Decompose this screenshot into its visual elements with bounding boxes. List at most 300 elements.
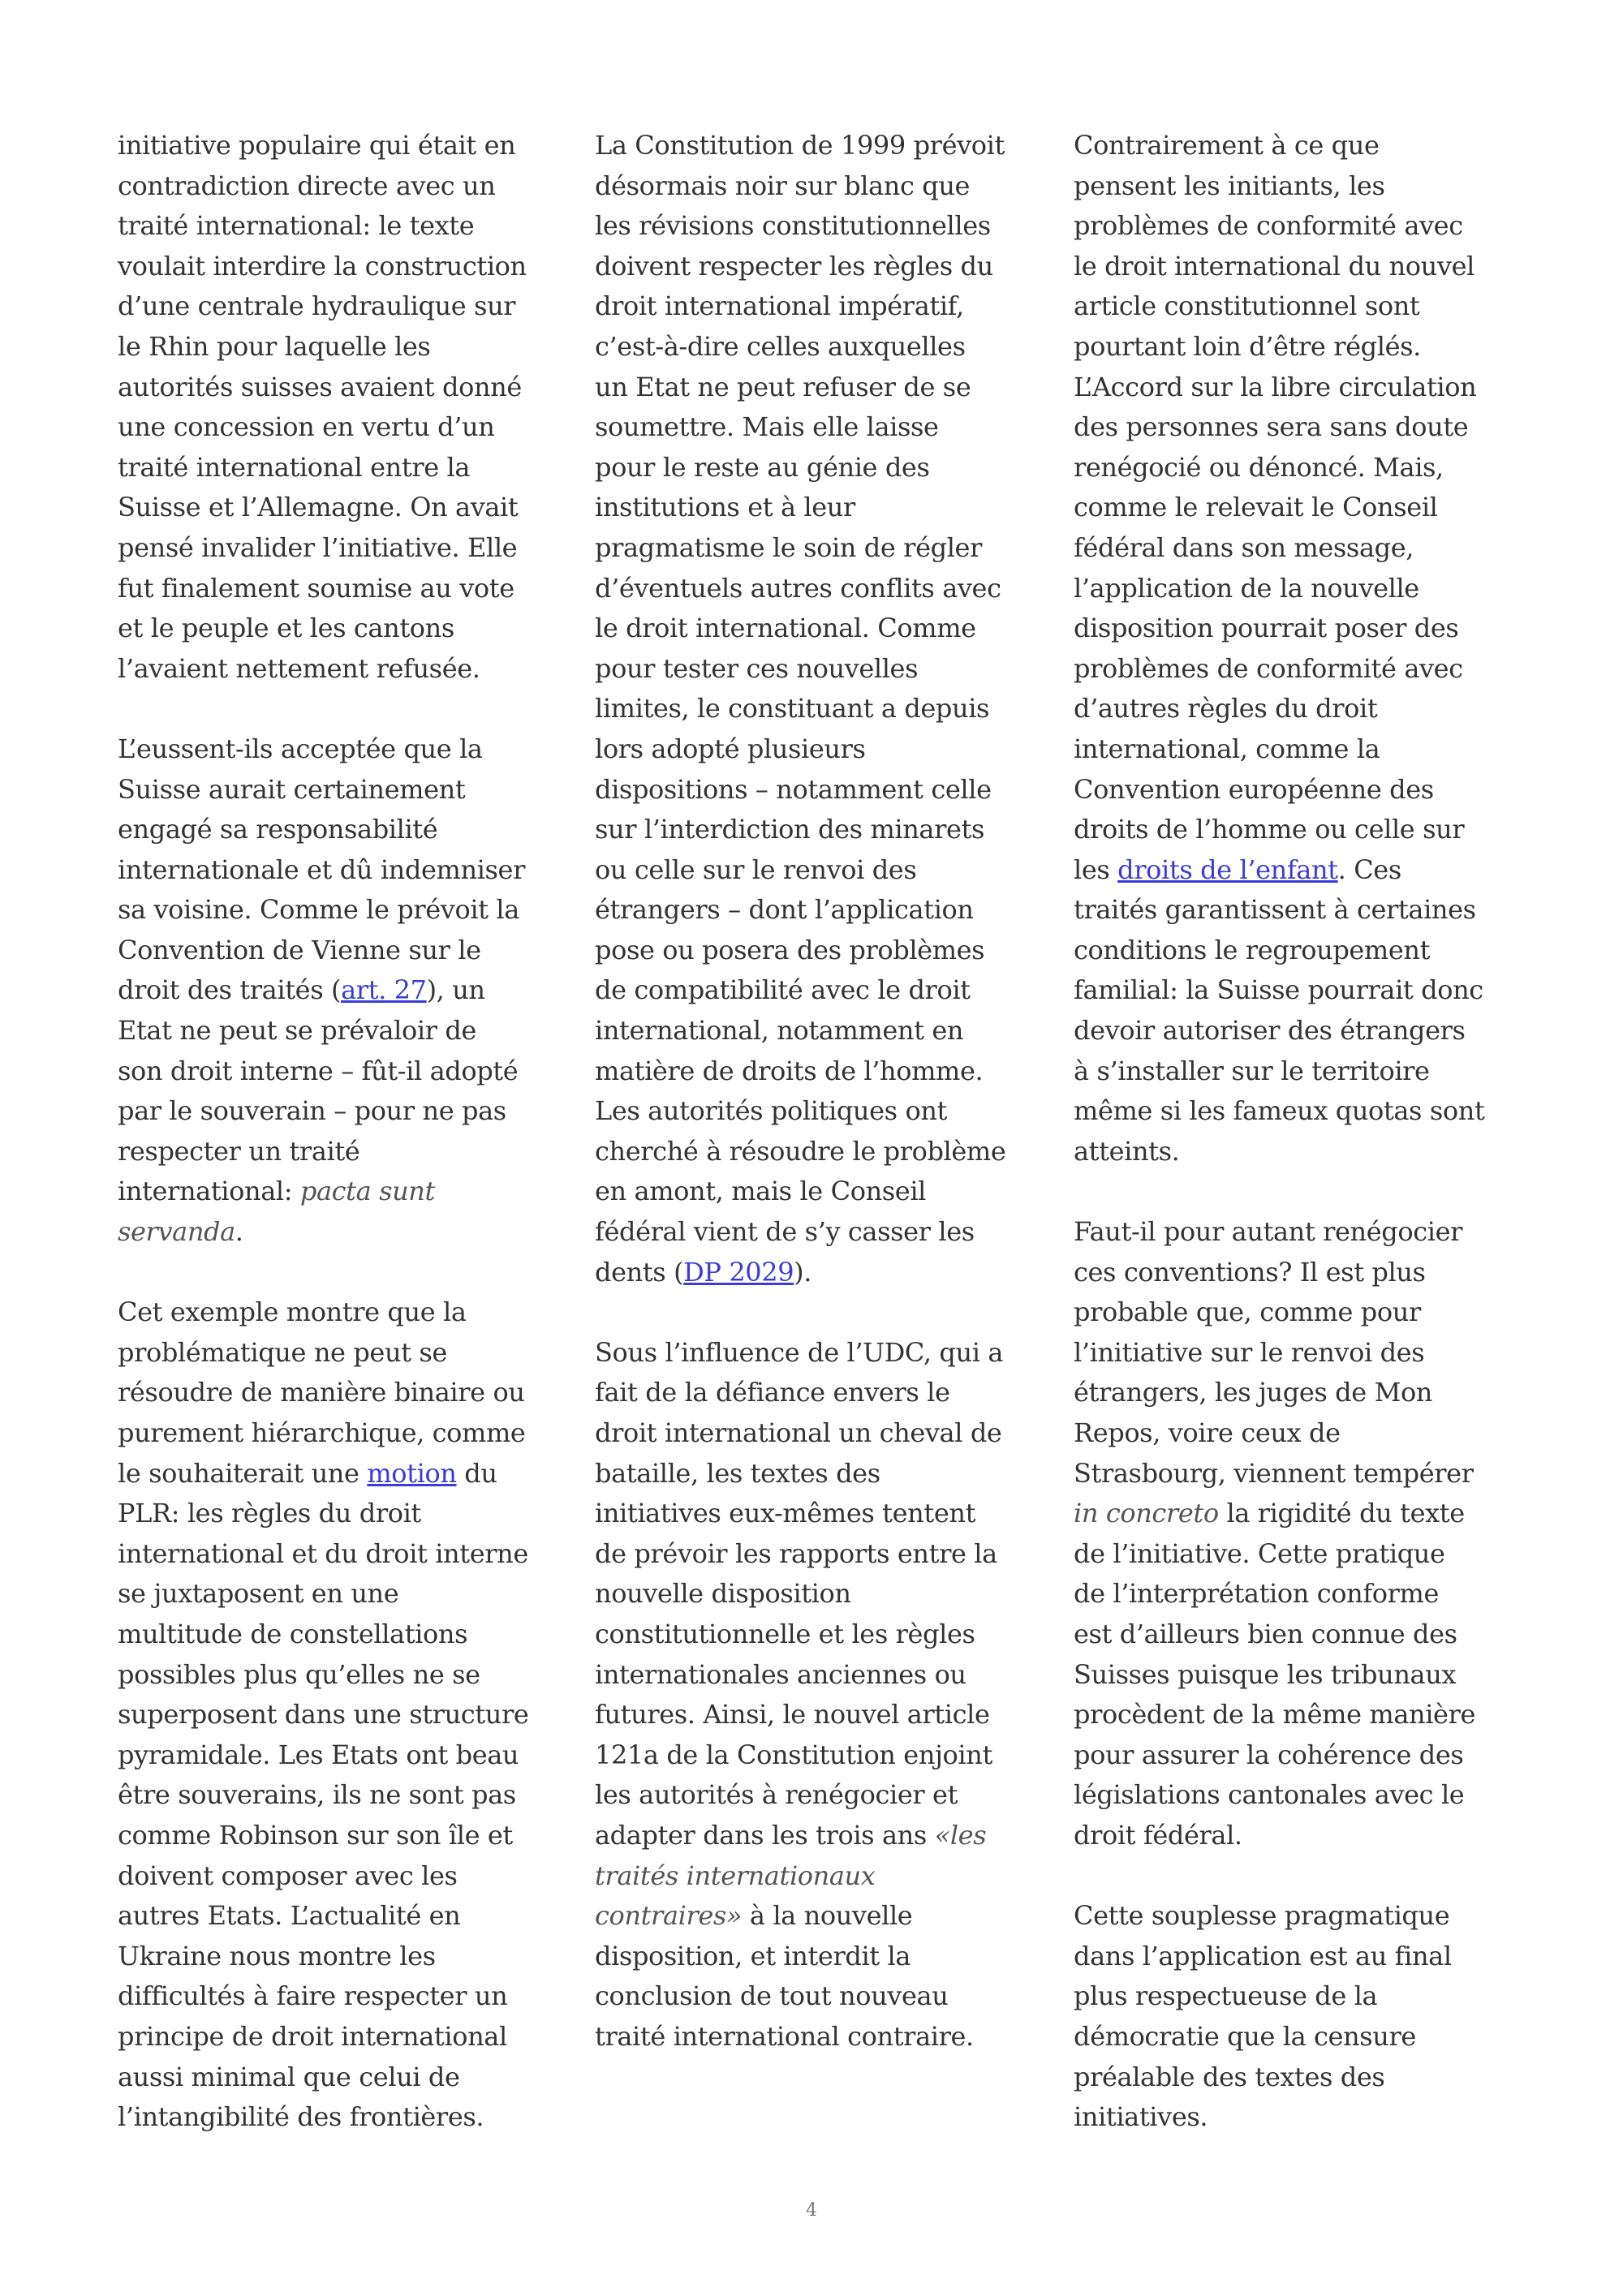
text-run: adapter dans les trois ans: [595, 1819, 935, 1851]
text-run: Ukraine nous montre les: [118, 1940, 436, 1971]
text-run: institutions et à leur: [595, 492, 855, 523]
text-run: probable que, comme pour: [1074, 1296, 1421, 1328]
text-line: [118, 1413, 572, 1454]
text-run: international, notamment en: [595, 1015, 964, 1047]
text-line: [118, 1091, 572, 1132]
text-run: doivent respecter les règles du: [595, 250, 993, 282]
text-run: étrangers, les juges de Mon: [1074, 1377, 1433, 1408]
text-line: [1074, 1615, 1528, 1655]
text-run: le Rhin pour laquelle les: [118, 330, 431, 362]
text-run: Convention de Vienne sur le: [118, 934, 481, 965]
text-line: [595, 890, 1049, 931]
text-line: [595, 1976, 1049, 2017]
text-line: [1074, 488, 1528, 528]
text-line: [595, 1413, 1049, 1454]
text-run: et le peuple et les cantons: [118, 613, 454, 644]
text-run: les autorités à renégocier et: [595, 1779, 958, 1811]
text-line: [118, 286, 572, 327]
text-run: internationale et dû indemniser: [118, 853, 525, 885]
text-run: PLR: les règles du droit: [118, 1498, 421, 1529]
text-run: un Etat ne peut refuser de se: [595, 371, 971, 402]
italic-text: traités internationaux: [595, 1860, 876, 1891]
text-run: sur l’interdiction des minarets: [595, 814, 985, 845]
text-run: initiatives.: [1074, 2101, 1208, 2133]
text-line: [118, 1574, 572, 1615]
text-run: à s’installer sur le territoire: [1074, 1055, 1430, 1086]
text-run: ).: [794, 1256, 812, 1288]
text-line: [1074, 1212, 1528, 1253]
text-run: droit international impératif,: [595, 290, 964, 322]
text-line: [1074, 206, 1528, 247]
text-line: [118, 1816, 572, 1856]
text-line: [1074, 1735, 1528, 1776]
text-line: [595, 247, 1049, 287]
text-run: disposition, et interdit la: [595, 1940, 911, 1971]
text-run: traité international contraire.: [595, 2020, 974, 2052]
text-run: aussi minimal que celui de: [118, 2061, 460, 2092]
text-run: purement hiérarchique, comme: [118, 1417, 526, 1448]
text-run: pour assurer la cohérence des: [1074, 1739, 1464, 1770]
text-line: [595, 608, 1049, 649]
text-line: [118, 1534, 572, 1575]
text-line: [118, 649, 572, 690]
text-line: [595, 1655, 1049, 1696]
text-run: initiative populaire qui était en: [118, 130, 516, 161]
text-run: les: [1074, 853, 1118, 885]
text-run: problèmes de conformité avec: [1074, 210, 1463, 242]
text-run: traité international: le texte: [118, 210, 475, 242]
text-run: .: [235, 1216, 243, 1248]
text-run: difficultés à faire respecter un: [118, 1980, 508, 2012]
text-run: Suisse aurait certainement: [118, 773, 466, 805]
text-line: [1074, 1775, 1528, 1816]
text-line: [1074, 1413, 1528, 1454]
text-line: [118, 1132, 572, 1172]
text-line: [1074, 1051, 1528, 1092]
text-run: initiatives eux-mêmes tentent: [595, 1498, 976, 1529]
text-line: [595, 689, 1049, 729]
text-run: comme le relevait le Conseil: [1074, 492, 1438, 523]
text-run: fut finalement soumise au vote: [118, 572, 514, 604]
text-line: [118, 1333, 572, 1374]
text-run: matière de droits de l’homme.: [595, 1055, 984, 1086]
text-line: [118, 569, 572, 609]
text-column-3: [1074, 126, 1528, 2178]
text-run: de l’initiative. Cette pratique: [1074, 1537, 1445, 1569]
text-run: Strasbourg, viennent tempérer: [1074, 1457, 1474, 1489]
text-run: préalable des textes des: [1074, 2061, 1385, 2092]
text-line: [1074, 931, 1528, 971]
text-run: Faut-il pour autant renégocier: [1074, 1216, 1463, 1248]
text-run: devoir autoriser des étrangers: [1074, 1015, 1466, 1047]
text-run: autres Etats. L’actualité en: [118, 1900, 461, 1932]
text-run: problèmes de conformité avec: [1074, 652, 1463, 684]
text-run: droit des traités (: [118, 974, 342, 1006]
text-run: d’une centrale hydraulique sur: [118, 290, 516, 322]
text-line: [1074, 2017, 1528, 2057]
text-line: [1074, 1896, 1528, 1937]
text-run: de prévoir les rapports entre la: [595, 1537, 997, 1569]
text-line: [595, 1896, 1049, 1937]
text-line: [118, 1615, 572, 1655]
text-run: ou celle sur le renvoi des: [595, 853, 917, 885]
text-run: contradiction directe avec un: [118, 170, 496, 201]
text-run: de l’interprétation conforme: [1074, 1578, 1440, 1610]
text-run: L’Accord sur la libre circulation: [1074, 371, 1477, 402]
text-line: [595, 931, 1049, 971]
paragraph: [595, 126, 1049, 1292]
text-line: [595, 1856, 1049, 1897]
text-run: ces conventions? Il est plus: [1074, 1256, 1426, 1288]
text-run: les révisions constitutionnelles: [595, 210, 991, 242]
text-line: [1074, 2057, 1528, 2098]
text-run: d’éventuels autres conflits avec: [595, 572, 1001, 604]
text-line: [595, 327, 1049, 368]
text-line: [1074, 448, 1528, 488]
text-line: [1074, 1132, 1528, 1172]
text-column-2: [595, 126, 1049, 2097]
text-run: le droit international du nouvel: [1074, 250, 1474, 282]
text-line: [1074, 528, 1528, 569]
text-line: [118, 931, 572, 971]
text-line: [1074, 1976, 1528, 2017]
text-line: [595, 1132, 1049, 1172]
text-run: Cet exemple montre que la: [118, 1296, 467, 1328]
hyperlink[interactable]: droits de l’enfant: [1117, 853, 1338, 885]
text-line: [595, 1937, 1049, 1977]
text-run: La Constitution de 1999 prévoit: [595, 130, 1005, 161]
text-run: l’initiative sur le renvoi des: [1074, 1336, 1425, 1368]
text-run: atteints.: [1074, 1135, 1180, 1167]
text-line: [595, 448, 1049, 488]
text-line: [118, 1735, 572, 1776]
text-line: [595, 1091, 1049, 1132]
text-line: [1074, 890, 1528, 931]
text-run: fait de la défiance envers le: [595, 1377, 950, 1408]
text-run: des personnes sera sans doute: [1074, 411, 1469, 443]
text-line: [118, 166, 572, 207]
text-line: [118, 488, 572, 528]
text-run: droit fédéral.: [1074, 1819, 1242, 1851]
text-run: se juxtaposent en une: [118, 1578, 399, 1610]
text-line: [595, 569, 1049, 609]
text-line: [595, 1695, 1049, 1735]
text-run: cherché à résoudre le problème: [595, 1135, 1006, 1167]
text-line: [1074, 1816, 1528, 1856]
text-run: pyramidale. Les Etats ont beau: [118, 1739, 519, 1770]
text-line: [118, 1937, 572, 1977]
text-run: pose ou posera des problèmes: [595, 934, 985, 965]
text-line: [118, 1011, 572, 1051]
text-run: international:: [118, 1176, 300, 1207]
text-line: [1074, 1574, 1528, 1615]
text-line: [595, 1212, 1049, 1253]
paragraph: [1074, 1896, 1528, 2138]
text-run: dents (: [595, 1256, 684, 1288]
text-line: [118, 850, 572, 891]
text-run: familial: la Suisse pourrait donc: [1074, 974, 1483, 1006]
text-line: [595, 1494, 1049, 1534]
text-line: [1074, 1292, 1528, 1333]
text-line: [118, 770, 572, 810]
text-run: pour tester ces nouvelles: [595, 652, 919, 684]
text-line: [1074, 810, 1528, 850]
text-line: [595, 368, 1049, 408]
text-line: [118, 1775, 572, 1816]
text-line: [595, 1775, 1049, 1816]
text-run: limites, le constituant a depuis: [595, 693, 990, 724]
text-run: son droit interne – fût-il adopté: [118, 1055, 519, 1086]
text-line: [595, 206, 1049, 247]
text-run: Etat ne peut se prévaloir de: [118, 1015, 476, 1047]
text-run: procèdent de la même manière: [1074, 1699, 1476, 1731]
text-line: [1074, 247, 1528, 287]
text-run: pourtant loin d’être réglés.: [1074, 330, 1421, 362]
text-run: lors adopté plusieurs: [595, 733, 866, 764]
text-run: pragmatisme le soin de régler: [595, 531, 982, 563]
text-run: problématique ne peut se: [118, 1336, 447, 1368]
text-run: 121a de la Constitution enjoint: [595, 1739, 992, 1770]
text-line: [118, 1292, 572, 1333]
text-run: dispositions – notamment celle: [595, 773, 992, 805]
text-line: [595, 126, 1049, 166]
text-run: engagé sa responsabilité: [118, 814, 438, 845]
text-line: [595, 1253, 1049, 1293]
text-line: [1074, 1454, 1528, 1494]
text-line: [595, 770, 1049, 810]
hyperlink[interactable]: art. 27: [341, 974, 427, 1006]
text-run: même si les fameux quotas sont: [1074, 1095, 1485, 1127]
text-line: [1074, 1534, 1528, 1575]
text-line: [595, 1172, 1049, 1212]
hyperlink[interactable]: motion: [367, 1457, 457, 1489]
text-run: international et du droit interne: [118, 1537, 528, 1569]
text-run: d’autres règles du droit: [1074, 693, 1378, 724]
text-run: Repos, voire ceux de: [1074, 1417, 1341, 1448]
text-line: [118, 729, 572, 770]
text-run: article constitutionnel sont: [1074, 290, 1420, 322]
text-run: démocratie que la censure: [1074, 2020, 1416, 2052]
hyperlink[interactable]: DP 2029: [683, 1256, 794, 1288]
text-line: [595, 488, 1049, 528]
text-run: c’est-à-dire celles auxquelles: [595, 330, 966, 362]
text-run: pensé invalider l’initiative. Elle: [118, 531, 518, 563]
text-run: Suisse et l’Allemagne. On avait: [118, 492, 519, 523]
text-run: constitutionnelle et les règles: [595, 1618, 975, 1649]
text-run: le souhaiterait une: [118, 1457, 368, 1489]
text-line: [118, 2097, 572, 2138]
text-line: [118, 1856, 572, 1897]
text-run: futures. Ainsi, le nouvel article: [595, 1699, 990, 1731]
text-run: bataille, les textes des: [595, 1457, 880, 1489]
text-run: l’avaient nettement refusée.: [118, 652, 480, 684]
text-line: [118, 1212, 572, 1253]
text-line: [595, 1534, 1049, 1575]
text-run: législations cantonales avec le: [1074, 1779, 1465, 1811]
text-line: [118, 1373, 572, 1413]
text-line: [118, 1454, 572, 1494]
text-run: étrangers – dont l’application: [595, 894, 974, 926]
text-run: Les autorités politiques ont: [595, 1095, 947, 1127]
text-line: [118, 608, 572, 649]
text-run: superposent dans une structure: [118, 1699, 529, 1731]
text-line: [118, 970, 572, 1011]
text-run: possibles plus qu’elles ne se: [118, 1658, 480, 1690]
text-line: [595, 1011, 1049, 1051]
text-run: plus respectueuse de la: [1074, 1980, 1378, 2012]
text-line: [118, 247, 572, 287]
italic-text: in concreto: [1074, 1498, 1219, 1529]
text-line: [595, 970, 1049, 1011]
text-line: [595, 1373, 1049, 1413]
text-line: [595, 286, 1049, 327]
text-line: [118, 2057, 572, 2098]
text-line: [118, 528, 572, 569]
text-line: [595, 649, 1049, 690]
paragraph: [118, 729, 572, 1253]
text-line: [595, 2017, 1049, 2057]
text-run: pour le reste au génie des: [595, 451, 930, 483]
text-run: internationales anciennes ou: [595, 1658, 966, 1690]
text-line: [1074, 166, 1528, 207]
text-run: par le souverain – pour ne pas: [118, 1095, 506, 1127]
text-run: L’eussent-ils acceptée que la: [118, 733, 483, 764]
text-run: traités garantissent à certaines: [1074, 894, 1476, 926]
text-line: [1074, 649, 1528, 690]
text-line: [1074, 126, 1528, 166]
text-line: [1074, 2097, 1528, 2138]
text-run: l’intangibilité des frontières.: [118, 2101, 484, 2133]
text-run: nouvelle disposition: [595, 1578, 851, 1610]
text-line: [118, 1172, 572, 1212]
text-run: soumettre. Mais elle laisse: [595, 411, 939, 443]
text-line: [595, 810, 1049, 850]
text-line: [118, 810, 572, 850]
text-line: [595, 850, 1049, 891]
text-run: à la nouvelle: [742, 1900, 913, 1932]
text-line: [1074, 1333, 1528, 1374]
text-run: comme Robinson sur son île et: [118, 1819, 513, 1851]
text-run: renégocié ou dénoncé. Mais,: [1074, 451, 1444, 483]
text-run: est d’ailleurs bien connue des: [1074, 1618, 1457, 1649]
text-line: [595, 166, 1049, 207]
text-run: international, comme la: [1074, 733, 1380, 764]
text-line: [1074, 1655, 1528, 1696]
paragraph: [1074, 1212, 1528, 1856]
italic-text: «les: [934, 1819, 987, 1851]
text-line: [118, 1655, 572, 1696]
text-run: fédéral dans son message,: [1074, 531, 1414, 563]
paragraph: [118, 126, 572, 689]
text-run: voulait interdire la construction: [118, 250, 527, 282]
text-run: respecter un traité: [118, 1135, 360, 1167]
text-line: [118, 1976, 572, 2017]
text-run: résoudre de manière binaire ou: [118, 1377, 525, 1408]
italic-text: pacta sunt: [299, 1176, 435, 1207]
text-line: [118, 890, 572, 931]
text-line: [1074, 689, 1528, 729]
text-line: [118, 407, 572, 448]
text-line: [595, 1615, 1049, 1655]
text-run: pensent les initiants, les: [1074, 170, 1385, 201]
text-run: désormais noir sur blanc que: [595, 170, 971, 201]
text-line: [1074, 368, 1528, 408]
text-line: [1074, 1937, 1528, 1977]
text-line: [595, 1816, 1049, 1856]
text-line: [118, 1695, 572, 1735]
text-run: doivent composer avec les: [118, 1860, 458, 1891]
text-run: du: [456, 1457, 497, 1489]
text-line: [118, 1896, 572, 1937]
text-run: l’application de la nouvelle: [1074, 572, 1419, 604]
text-line: [1074, 770, 1528, 810]
text-run: conditions le regroupement: [1074, 934, 1431, 965]
paragraph: [1074, 126, 1528, 1172]
text-run: ), un: [426, 974, 485, 1006]
text-run: la rigidité du texte: [1218, 1498, 1465, 1529]
text-line: [1074, 327, 1528, 368]
text-line: [595, 407, 1049, 448]
text-line: [118, 1494, 572, 1534]
text-line: [118, 2017, 572, 2057]
text-run: Contrairement à ce que: [1074, 130, 1380, 161]
text-run: une concession en vertu d’un: [118, 411, 495, 443]
text-line: [595, 1051, 1049, 1092]
paragraph: [118, 1292, 572, 2137]
text-line: [595, 729, 1049, 770]
text-run: disposition pourrait poser des: [1074, 613, 1459, 644]
text-run: Suisses puisque les tribunaux: [1074, 1658, 1457, 1690]
text-line: [1074, 1091, 1528, 1132]
italic-text: contraires»: [595, 1900, 743, 1932]
text-line: [118, 368, 572, 408]
text-run: . Ces: [1337, 853, 1401, 885]
text-line: [1074, 1695, 1528, 1735]
text-run: dans l’application est au final: [1074, 1940, 1452, 1971]
text-run: être souverains, ils ne sont pas: [118, 1779, 516, 1811]
text-run: de compatibilité avec le droit: [595, 974, 971, 1006]
text-run: autorités suisses avaient donné: [118, 371, 522, 402]
page-number: 4: [806, 2200, 817, 2221]
text-line: [595, 1333, 1049, 1374]
text-column-1: [118, 126, 572, 2178]
text-run: droits de l’homme ou celle sur: [1074, 814, 1465, 845]
text-run: fédéral vient de s’y casser les: [595, 1216, 975, 1248]
italic-text: servanda: [118, 1216, 235, 1248]
paragraph: [595, 1333, 1049, 2057]
text-run: Sous l’influence de l’UDC, qui a: [595, 1336, 1003, 1368]
text-line: [118, 1051, 572, 1092]
text-line: [1074, 569, 1528, 609]
text-run: multitude de constellations: [118, 1618, 468, 1649]
text-line: [1074, 286, 1528, 327]
text-line: [1074, 407, 1528, 448]
text-line: [1074, 850, 1528, 891]
text-line: [118, 448, 572, 488]
text-run: Convention européenne des: [1074, 773, 1434, 805]
text-run: droit international un cheval de: [595, 1417, 1002, 1448]
text-line: [595, 1454, 1049, 1494]
text-line: [1074, 1494, 1528, 1534]
text-line: [1074, 1253, 1528, 1293]
text-run: principe de droit international: [118, 2020, 507, 2052]
text-line: [1074, 729, 1528, 770]
text-run: le droit international. Comme: [595, 613, 976, 644]
text-line: [595, 1735, 1049, 1776]
text-run: Cette souplesse pragmatique: [1074, 1900, 1450, 1932]
text-line: [118, 327, 572, 368]
text-line: [595, 528, 1049, 569]
